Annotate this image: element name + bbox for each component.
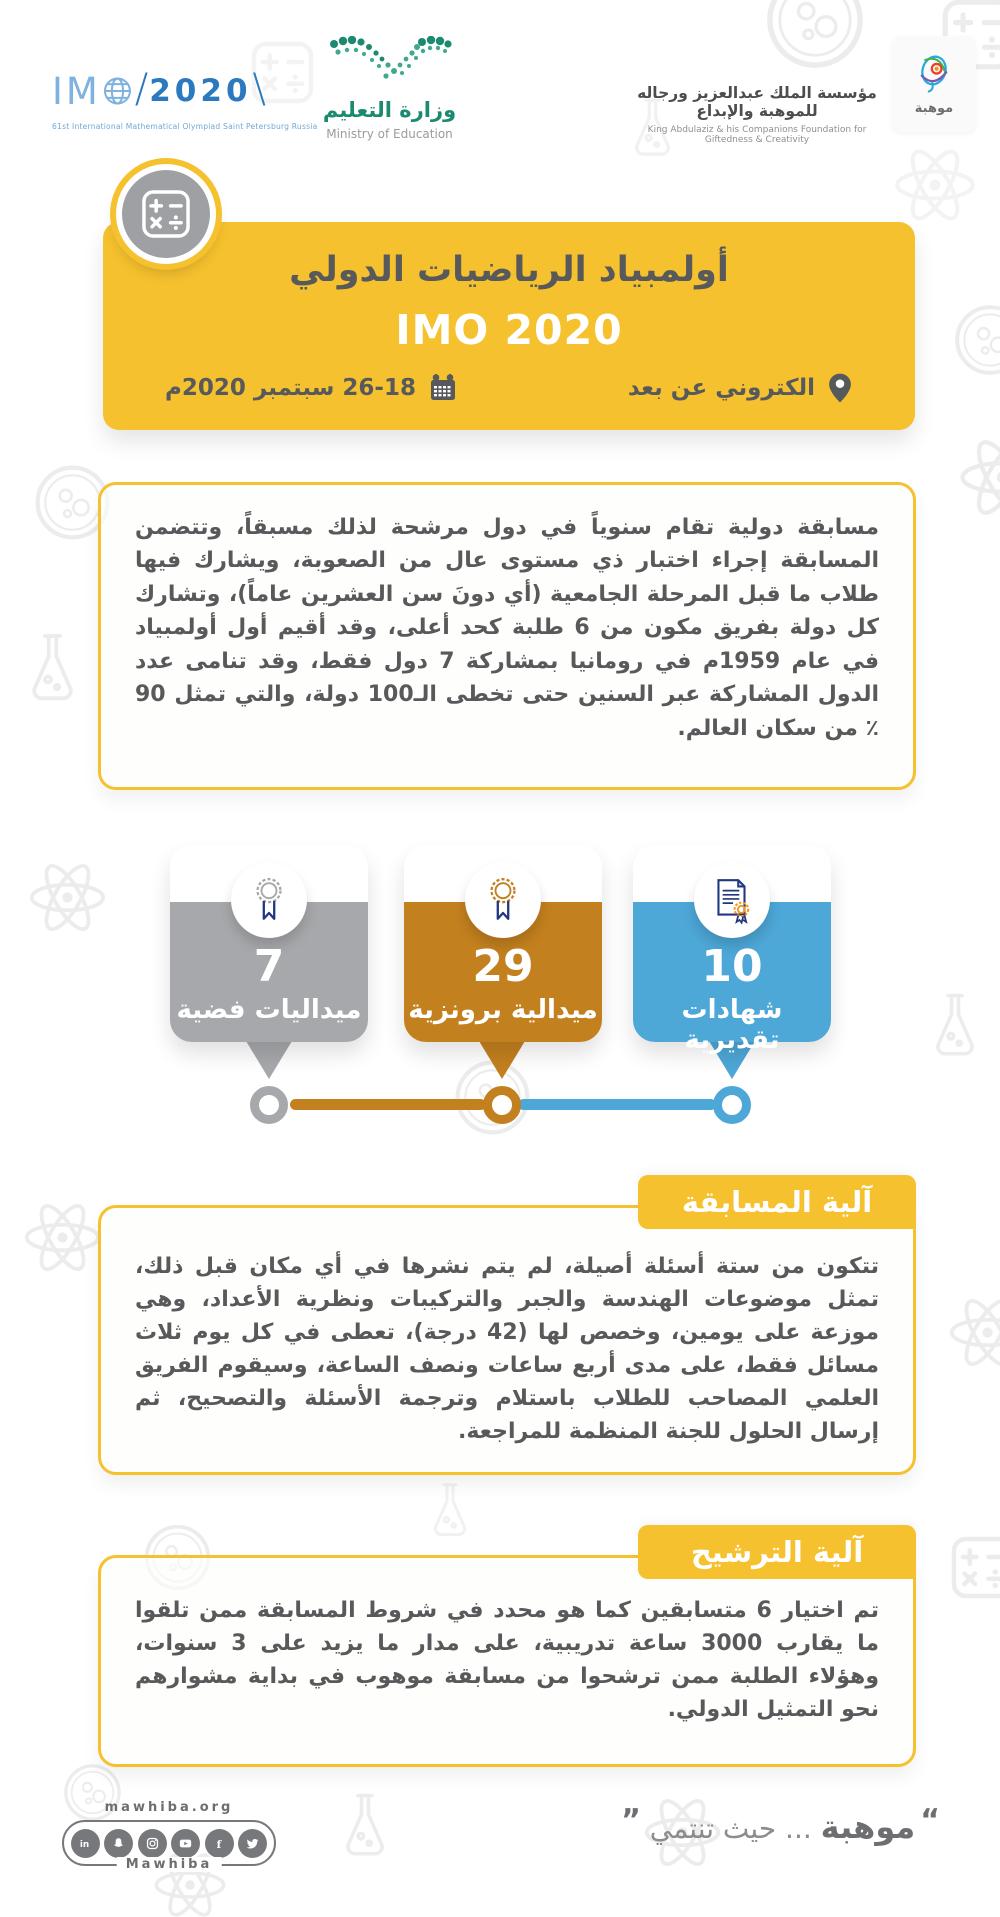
mawhiba-logo-card [892, 36, 976, 132]
youtube-icon[interactable] [171, 1829, 200, 1858]
medal-icon [478, 875, 528, 925]
certificate-icon [707, 875, 757, 925]
competition-mechanism-text: تتكون من ستة أسئلة أصيلة، لم يتم نشرها في أي مكان قبل ذلك، تمثل موضوعات الهندسة والجبر والتركيبات ونظرية الأعداد، وهي موزعة على يومين، وخصص لها (42 درجة)، تعطى في كل يوم ثلاث مسائل فقط، على مدى أربع ساعات ونصف الساعة، وسيقوم الفريق العلمي المصاحب للطلاب باستلام وترجمة الأسئلة والتصحيح، ثم إرسال الحلول للجنة المنظمة للمراجعة. [135, 1254, 879, 1444]
snapchat-icon[interactable] [104, 1829, 133, 1858]
foundation-arabic-name: مؤسسة الملك عبدالعزيز ورجاله للموهبة والإبداع [637, 84, 877, 120]
imo-logo-slash: / [134, 66, 149, 112]
event-meta-row [103, 372, 915, 404]
mawhiba-logo-label: موهبة [914, 100, 954, 116]
nomination-mechanism-text: تم اختيار 6 متسابقين كما هو محدد في شروط المسابقة ممن تلقوا ما يقارب 3000 ساعة تدريبية، على مدار ما يزيد على 3 سنوات، وهؤلاء الطلبة ممن ترشحوا من مسابقة موهوب في بداية مشوارهم نحو التمثيل الدولي. [135, 1598, 880, 1722]
timeline-segment-bronze [290, 1099, 486, 1110]
award-card-certificates [633, 845, 831, 1055]
event-date [165, 373, 458, 403]
watermark-flask-icon [420, 1480, 480, 1540]
award-label: شهادات تقديرية [681, 995, 783, 1055]
section-title: آلية الترشيح [690, 1535, 864, 1569]
watermark-atom-icon [890, 140, 980, 230]
mawhiba-slogan [500, 1803, 940, 1846]
timeline-segment-blue [518, 1099, 716, 1110]
medal-icon [244, 875, 294, 925]
watermark-calculator-icon [945, 1530, 1000, 1605]
moe-arabic-name: وزارة التعليم [322, 98, 457, 122]
competition-mechanism-card [98, 1205, 916, 1475]
moe-dots-emblem [326, 36, 454, 94]
facebook-icon[interactable] [205, 1829, 234, 1858]
mawhiba-logo-icon [913, 53, 955, 95]
slogan-open-quote: “ [920, 1803, 940, 1838]
instagram-icon[interactable] [138, 1829, 167, 1858]
intro-paragraph-text: مسابقة دولية تقام سنوياً في دول مرشحة لذلك مسبقاً، وتتضمن المسابقة إجراء اختبار ذي مستوى عال من الصعوبة، ويشارك فيها طلاب ما قبل المرحلة الجامعية (أي دونَ سن العشرين عاماً)، وتشارك كل دولة بفريق مكون من 6 طلبة كحد أعلى، وقد أقيم أول أولمبياد في عام 1959م في رومانيا بمشاركة 7 دول فقط، وقد تنامى عدد الدول المشاركة عبر السنين حتى تخطى الـ100 دولة، والتي تمثل 90 ٪ من سكان العالم. [135, 515, 880, 741]
slogan-tagline: ... حيث تنتمي [640, 1812, 821, 1845]
svg-text:in: in [79, 1839, 89, 1850]
event-date-text: 26-18 سبتمبر 2020م [165, 375, 416, 401]
award-pointer-bronze [479, 1041, 525, 1079]
watermark-atom-icon [945, 1290, 1000, 1375]
award-pointer-silver [246, 1041, 292, 1079]
imo-logo-year: 2020 [149, 73, 252, 109]
watermark-petri-dish-icon [950, 300, 1000, 380]
section-tab-competition-mechanism [638, 1175, 916, 1229]
slogan-brand-word: موهبة [820, 1808, 916, 1846]
imo-2020-logo [52, 66, 318, 131]
event-location [628, 372, 853, 404]
twitter-icon[interactable] [238, 1829, 267, 1858]
mawhiba-wordmark: Mawhiba [117, 1857, 222, 1872]
timeline-node-blue [713, 1086, 751, 1124]
watermark-atom-icon [25, 855, 110, 940]
intro-paragraph-card [98, 482, 916, 790]
award-label: ميدالية برونزية [408, 995, 598, 1025]
watermark-flask-icon [15, 630, 90, 705]
award-count: 7 [253, 941, 285, 992]
watermark-petri-dish-icon [60, 1760, 125, 1825]
award-icon-circle [465, 862, 541, 938]
calendar-icon [428, 373, 458, 403]
award-card-bronze-medals [404, 845, 602, 1042]
moe-english-name: Ministry of Education [326, 127, 453, 141]
imo-logo-subtitle: 61st International Mathematical Olympiad Saint Petersburg Russia [52, 122, 318, 131]
svg-text:f: f [216, 1837, 221, 1851]
watermark-petri-dish-icon [760, 0, 870, 75]
imo-logo-letters: IM [52, 69, 101, 113]
slogan-close-quote: ” [621, 1803, 641, 1838]
king-abdulaziz-foundation-logo [628, 84, 886, 145]
watermark-flask-icon [330, 1790, 400, 1860]
globe-icon [102, 73, 133, 109]
award-card-silver-medals [170, 845, 368, 1042]
imo-logo-backslash: \ [252, 66, 266, 112]
timeline-node-bronze [483, 1086, 521, 1124]
watermark-atom-icon [955, 430, 1000, 525]
award-icon-circle [231, 862, 307, 938]
award-icon-circle [694, 862, 770, 938]
title-banner [103, 222, 915, 430]
event-location-text: الكتروني عن بعد [627, 375, 815, 401]
website-url[interactable]: mawhiba.org [104, 1800, 234, 1815]
section-title: آلية المسابقة [681, 1185, 873, 1219]
event-title-english: IMO 2020 [395, 306, 623, 354]
location-pin-icon [827, 372, 853, 404]
award-count: 29 [472, 941, 534, 992]
ministry-of-education-logo [302, 36, 477, 141]
timeline-node-silver [250, 1086, 288, 1124]
award-count: 10 [701, 941, 763, 992]
nomination-mechanism-card [98, 1555, 916, 1767]
math-calculator-badge [116, 164, 216, 264]
linkedin-icon[interactable] [71, 1829, 100, 1858]
event-title-arabic: أولمبياد الرياضيات الدولي [289, 250, 729, 290]
section-tab-nomination-mechanism [638, 1525, 916, 1579]
watermark-flask-icon [920, 990, 990, 1060]
watermark-atom-icon [20, 1195, 105, 1280]
calculator-icon [137, 185, 195, 243]
award-label: ميداليات فضية [176, 995, 362, 1025]
foundation-english-name: King Abdulaziz & his Companions Foundation for Giftedness & Creativity [647, 125, 867, 145]
